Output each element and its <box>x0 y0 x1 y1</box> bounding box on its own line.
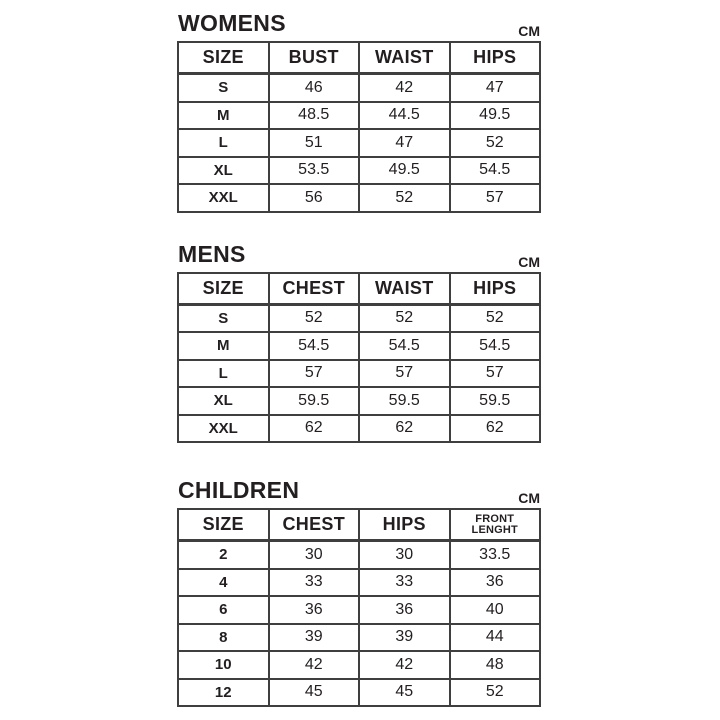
section-mens <box>177 240 541 444</box>
section-title-mens: MENS <box>178 240 246 267</box>
table-row <box>178 102 540 130</box>
value-cell: 52 <box>359 304 450 332</box>
size-cell: 10 <box>178 651 269 679</box>
column-header: HIPS <box>450 42 541 74</box>
column-header: WAIST <box>359 273 450 305</box>
table-row <box>178 332 540 360</box>
column-header: SIZE <box>178 273 269 305</box>
value-cell: 30 <box>269 541 360 569</box>
unit-label: CM <box>518 490 540 506</box>
value-cell: 52 <box>450 304 541 332</box>
value-cell: 36 <box>450 569 541 597</box>
column-header: CHEST <box>269 273 360 305</box>
header-row <box>178 509 540 541</box>
table-row <box>178 624 540 652</box>
value-cell: 39 <box>269 624 360 652</box>
value-cell: 62 <box>450 415 541 443</box>
size-cell: M <box>178 332 269 360</box>
column-header: BUST <box>269 42 360 74</box>
section-header-womens <box>177 12 541 41</box>
value-cell: 54.5 <box>450 332 541 360</box>
value-cell: 44.5 <box>359 102 450 130</box>
table-row <box>178 415 540 443</box>
value-cell: 36 <box>269 596 360 624</box>
table-row <box>178 157 540 185</box>
size-cell: XL <box>178 157 269 185</box>
size-cell: 6 <box>178 596 269 624</box>
column-header: CHEST <box>269 509 360 541</box>
value-cell: 57 <box>269 360 360 388</box>
size-cell: XXL <box>178 184 269 212</box>
value-cell: 54.5 <box>450 157 541 185</box>
column-header: HIPS <box>450 273 541 305</box>
value-cell: 59.5 <box>269 387 360 415</box>
table-row <box>178 74 540 102</box>
value-cell: 54.5 <box>269 332 360 360</box>
value-cell: 53.5 <box>269 157 360 185</box>
value-cell: 42 <box>269 651 360 679</box>
value-cell: 56 <box>269 184 360 212</box>
size-cell: 8 <box>178 624 269 652</box>
column-header: FRONT LENGHT <box>450 509 541 541</box>
value-cell: 57 <box>450 360 541 388</box>
table-row <box>178 679 540 707</box>
value-cell: 52 <box>450 679 541 707</box>
value-cell: 52 <box>269 304 360 332</box>
section-title-womens: WOMENS <box>178 10 286 36</box>
table-row <box>178 304 540 332</box>
size-cell: 2 <box>178 541 269 569</box>
value-cell: 54.5 <box>359 332 450 360</box>
value-cell: 33 <box>269 569 360 597</box>
mens-size-table <box>177 272 541 444</box>
size-cell: S <box>178 74 269 102</box>
size-cell: M <box>178 102 269 130</box>
table-row <box>178 541 540 569</box>
value-cell: 40 <box>450 596 541 624</box>
value-cell: 42 <box>359 74 450 102</box>
table-row <box>178 129 540 157</box>
section-title-children: CHILDREN <box>178 477 300 503</box>
size-cell: XXL <box>178 415 269 443</box>
value-cell: 39 <box>359 624 450 652</box>
value-cell: 46 <box>269 74 360 102</box>
children-size-table <box>177 508 541 707</box>
value-cell: 33.5 <box>450 541 541 569</box>
value-cell: 52 <box>359 184 450 212</box>
value-cell: 49.5 <box>450 102 541 130</box>
size-chart-sheet <box>177 12 541 707</box>
column-header: SIZE <box>178 509 269 541</box>
size-cell: L <box>178 129 269 157</box>
value-cell: 30 <box>359 541 450 569</box>
table-row <box>178 360 540 388</box>
table-row <box>178 184 540 212</box>
unit-label: CM <box>518 23 540 39</box>
value-cell: 49.5 <box>359 157 450 185</box>
value-cell: 62 <box>359 415 450 443</box>
size-cell: 4 <box>178 569 269 597</box>
value-cell: 44 <box>450 624 541 652</box>
section-children <box>177 479 541 707</box>
value-cell: 48 <box>450 651 541 679</box>
value-cell: 48.5 <box>269 102 360 130</box>
column-header: WAIST <box>359 42 450 74</box>
value-cell: 47 <box>359 129 450 157</box>
section-womens <box>177 12 541 213</box>
value-cell: 45 <box>359 679 450 707</box>
column-header: SIZE <box>178 42 269 74</box>
value-cell: 33 <box>359 569 450 597</box>
table-row <box>178 387 540 415</box>
value-cell: 62 <box>269 415 360 443</box>
value-cell: 36 <box>359 596 450 624</box>
value-cell: 51 <box>269 129 360 157</box>
unit-label: CM <box>518 253 540 270</box>
table-row <box>178 569 540 597</box>
table-row <box>178 596 540 624</box>
header-row <box>178 273 540 305</box>
value-cell: 47 <box>450 74 541 102</box>
size-cell: XL <box>178 387 269 415</box>
value-cell: 57 <box>450 184 541 212</box>
value-cell: 57 <box>359 360 450 388</box>
table-row <box>178 651 540 679</box>
womens-size-table <box>177 41 541 213</box>
value-cell: 59.5 <box>359 387 450 415</box>
header-row <box>178 42 540 74</box>
value-cell: 52 <box>450 129 541 157</box>
value-cell: 42 <box>359 651 450 679</box>
value-cell: 59.5 <box>450 387 541 415</box>
value-cell: 45 <box>269 679 360 707</box>
size-cell: S <box>178 304 269 332</box>
section-header-mens <box>177 240 541 272</box>
column-header: HIPS <box>359 509 450 541</box>
size-cell: 12 <box>178 679 269 707</box>
section-header-children <box>177 479 541 508</box>
size-cell: L <box>178 360 269 388</box>
